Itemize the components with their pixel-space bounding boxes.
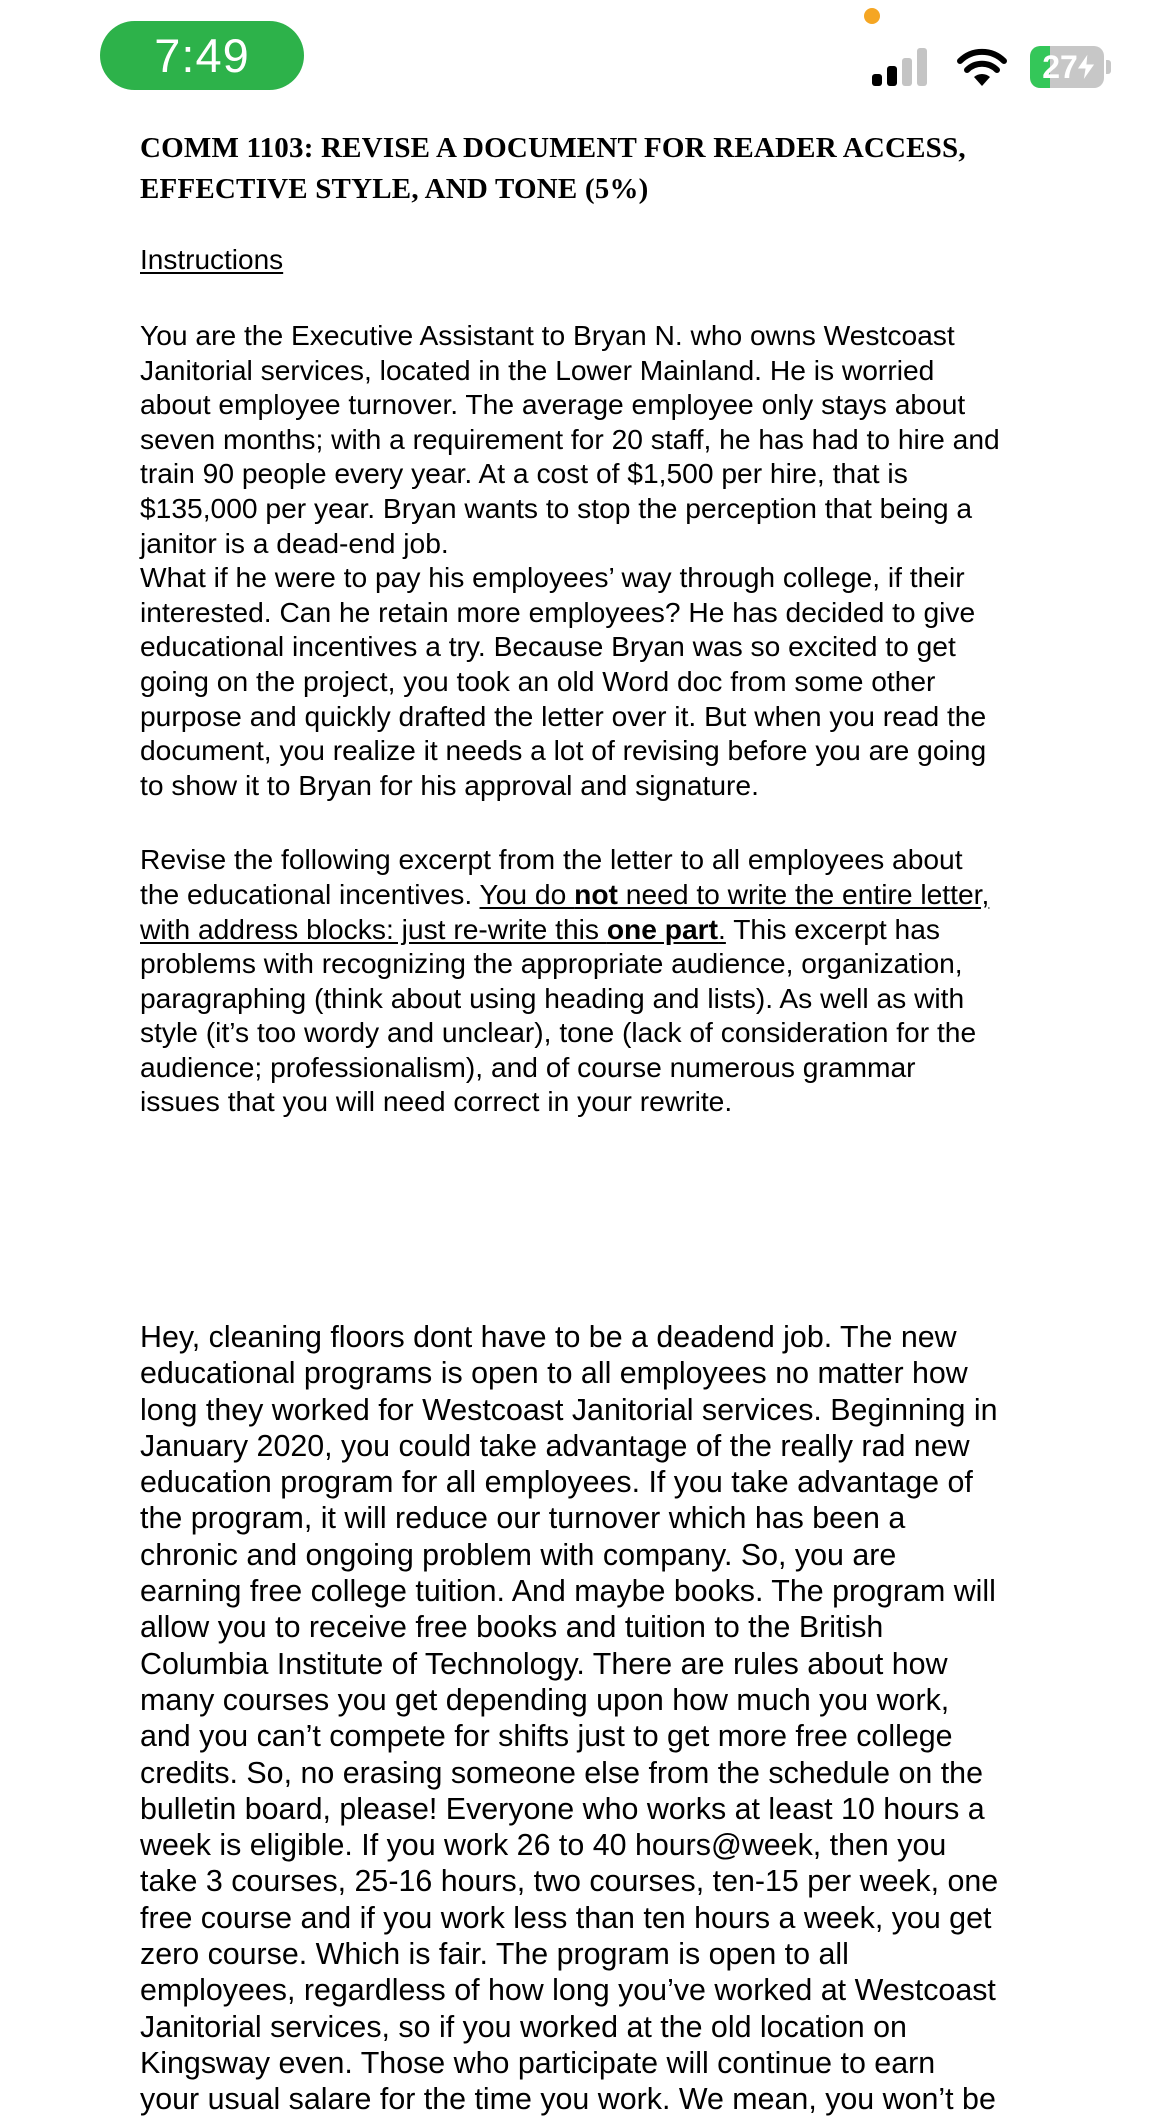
text-line: educational incentives a try. Because Bryan was so excited to get: [140, 630, 956, 663]
battery-cap: [1106, 60, 1111, 74]
text-line: $135,000 per year. Bryan wants to stop the perception that being a: [140, 491, 973, 524]
battery-percentage: 27: [1042, 49, 1078, 85]
text-line: take 3 courses, 25-16 hours, two courses, ten-15 per week, one: [140, 1864, 999, 1899]
task-paragraph: [140, 842, 1070, 1119]
text-line: You are the Executive Assistant to Bryan N. who owns Westcoast: [140, 319, 955, 351]
underlined-text: need to write the entire letter,: [617, 877, 990, 910]
cellular-signal-icon: [872, 48, 934, 86]
text-line: [140, 877, 1070, 912]
title-line: EFFECTIVE STYLE, AND TONE (5%): [140, 173, 649, 205]
text-line: January 2020, you could take advantage of the really rad new: [140, 1428, 970, 1463]
text-line: free course and if you work less than ten hours a week, you get: [140, 1900, 992, 1935]
letter-excerpt: [140, 1319, 1100, 2118]
signal-bar: [872, 74, 882, 86]
charging-bolt-icon: [1074, 52, 1098, 82]
text-run: the educational incentives.: [140, 877, 480, 910]
text-line: chronic and ongoing problem with company. So, you are: [140, 1537, 897, 1572]
underlined-text: .: [718, 912, 726, 945]
signal-bar: [902, 58, 912, 86]
text-line: going on the project, you took an old Word doc from some other: [140, 664, 936, 697]
text-line: Revise the following excerpt from the letter to all employees about: [140, 843, 963, 876]
text-line: long they worked for Westcoast Janitorial services. Beginning in: [140, 1392, 998, 1427]
text-line: education program for all employees. If you take advantage of: [140, 1465, 973, 1500]
text-line: seven months; with a requirement for 20 staff, he has had to hire and: [140, 422, 1000, 455]
text-line: paragraphing (think about using heading and lists). As well as with: [140, 981, 965, 1014]
text-line: to show it to Bryan for his approval and signature.: [140, 768, 759, 801]
battery-body: [1030, 46, 1104, 88]
signal-bar: [887, 66, 897, 86]
text-line: style (it’s too wordy and unclear), tone (lack of consideration for the: [140, 1016, 977, 1049]
wifi-icon: [957, 46, 1007, 88]
emphasis-not: not: [574, 877, 618, 910]
text-line: many courses you get depending upon how much you work,: [140, 1682, 950, 1717]
title-line: COMM 1103: REVISE A DOCUMENT FOR READER ACCESS,: [140, 132, 966, 164]
text-line: earning free college tuition. And maybe books. The program will: [140, 1574, 996, 1609]
text-line: interested. Can he retain more employees? He has decided to give: [140, 595, 976, 628]
instructions-heading: Instructions: [140, 244, 284, 275]
privacy-indicator-dot: [864, 8, 880, 24]
context-paragraph-2: [140, 560, 1070, 802]
clock-time[interactable]: 7:49: [100, 21, 304, 90]
text-line: bulletin board, please! Everyone who works at least 10 hours a: [140, 1791, 985, 1826]
underlined-text: You do: [479, 877, 575, 910]
text-line: train 90 people every year. At a cost of $1,500 per hire, that is: [140, 457, 908, 490]
context-paragraph-1: [140, 318, 1070, 560]
document-body: [140, 128, 1070, 1119]
signal-bar: [917, 48, 927, 86]
emphasis-one-part: one part: [606, 912, 719, 945]
text-line: Columbia Institute of Technology. There are rules about how: [140, 1646, 948, 1681]
document-title: [140, 128, 1070, 210]
text-line: your usual salare for the time you work. We mean, you won’t be: [140, 2082, 996, 2117]
text-line: allow you to receive free books and tuition to the British: [140, 1610, 884, 1645]
text-line: document, you realize it needs a lot of revising before you are going: [140, 734, 987, 767]
text-line: purpose and quickly drafted the letter over it. But when you read the: [140, 699, 987, 732]
text-line: Kingsway even. Those who participate will continue to earn: [140, 2045, 936, 2080]
text-line: issues that you will need correct in your rewrite.: [140, 1085, 733, 1118]
text-line: employees, regardless of how long you’ve worked at Westcoast: [140, 1973, 996, 2008]
text-line: credits. So, no erasing someone else from the schedule on the: [140, 1755, 983, 1790]
text-line: the program, it will reduce our turnover which has been a: [140, 1501, 906, 1536]
status-bar: [0, 0, 1170, 110]
text-line: audience; professionalism), and of course numerous grammar: [140, 1050, 916, 1083]
text-line: janitor is a dead-end job.: [140, 526, 449, 559]
underlined-text: with address blocks: just re-write this: [140, 912, 607, 945]
text-line: What if he were to pay his employees’ way through college, if their: [140, 561, 965, 594]
text-line: about employee turnover. The average employee only stays about: [140, 388, 966, 421]
text-line: [140, 912, 1070, 947]
text-line: educational programs is open to all employees no matter how: [140, 1356, 968, 1391]
text-line: and you can’t compete for shifts just to get more free college: [140, 1719, 953, 1754]
text-line: Hey, cleaning floors dont have to be a deadend job. The new: [140, 1320, 957, 1354]
text-line: week is eligible. If you work 26 to 40 hours@week, then you: [140, 1828, 947, 1863]
text-line: Janitorial services, so if you worked at the old location on: [140, 2009, 907, 2044]
text-line: zero course. Which is fair. The program is open to all: [140, 1937, 849, 1972]
text-run: This excerpt has: [725, 912, 940, 945]
text-line: problems with recognizing the appropriate audience, organization,: [140, 947, 963, 980]
text-line: Janitorial services, located in the Lower Mainland. He is worried: [140, 353, 935, 386]
battery-charging-icon: [1030, 46, 1110, 88]
